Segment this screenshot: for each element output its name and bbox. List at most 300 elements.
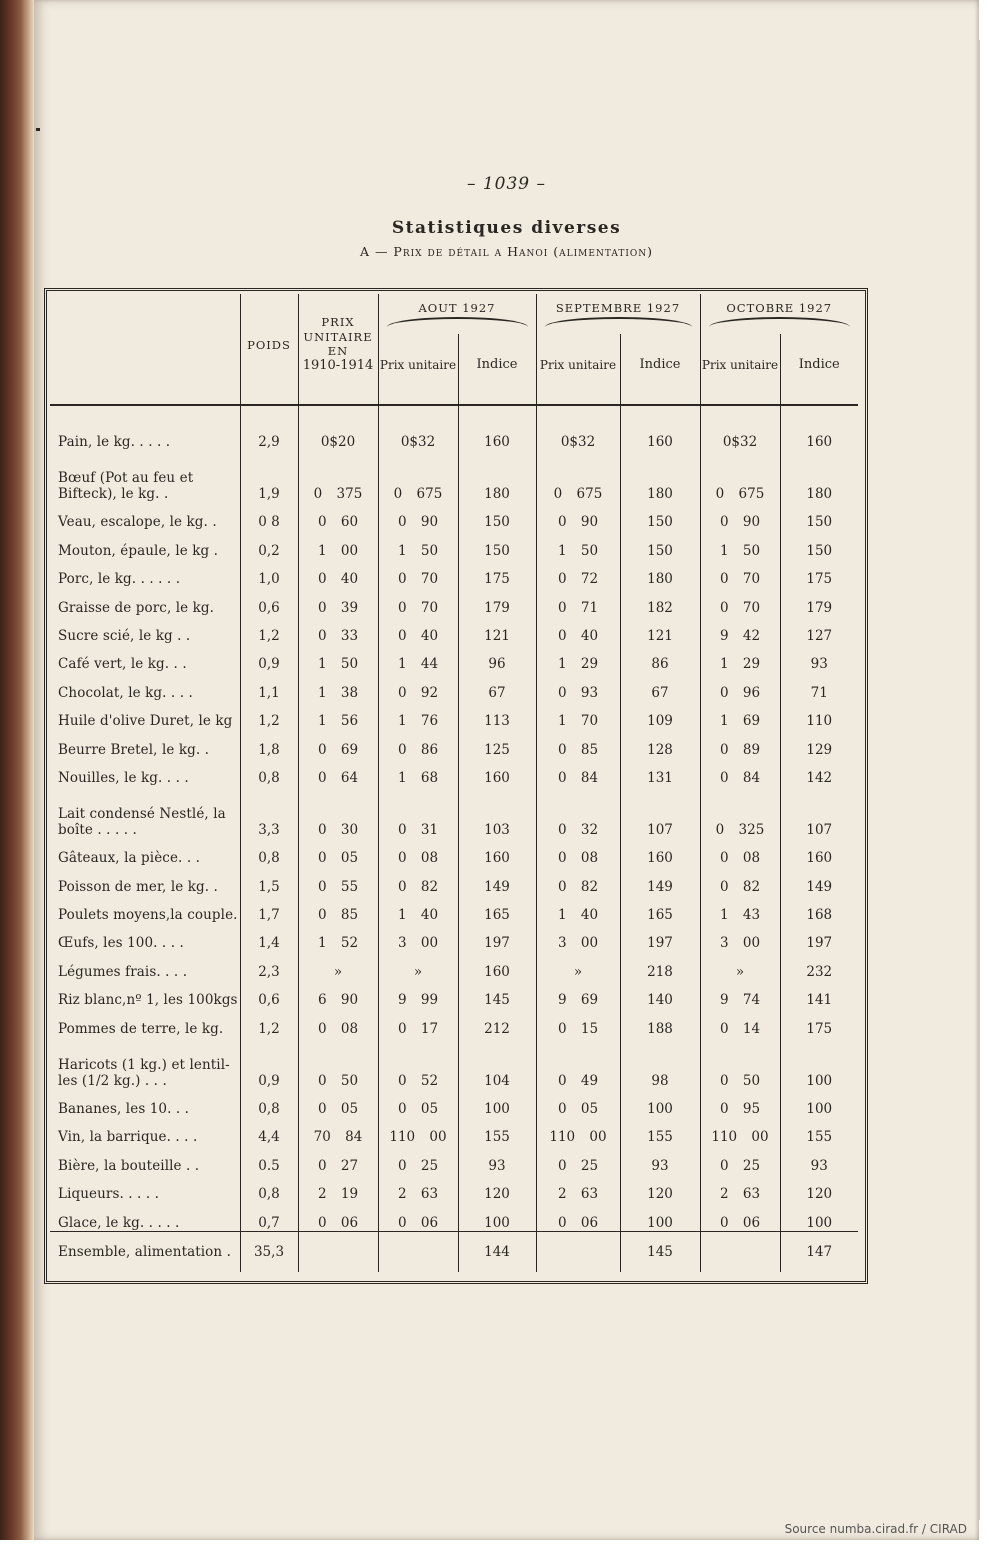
sept-indice-cell: 180	[620, 450, 700, 502]
aout-prix-cell: 0 06	[378, 1202, 458, 1231]
sept-prix-cell: 1 70	[536, 701, 620, 729]
oct-prix-cell: 0 325	[700, 786, 780, 838]
aout-prix-cell: 0 52	[378, 1037, 458, 1089]
header-group-aout-label: AOUT 1927	[418, 300, 496, 315]
poids-cell: 0 8	[240, 502, 298, 530]
aout-indice-cell: 165	[458, 895, 536, 923]
row-label: Légumes frais. . . .	[58, 963, 188, 980]
header-oct-indice: Indice	[780, 334, 858, 396]
aout-prix-cell: 1 76	[378, 701, 458, 729]
table-row	[50, 758, 858, 786]
oct-indice-cell: 110	[780, 701, 858, 729]
table-row	[50, 786, 858, 838]
table-row	[50, 616, 858, 644]
sept-indice-cell: 149	[620, 866, 700, 894]
header-aout-indice: Indice	[458, 334, 536, 396]
oct-indice-cell: 149	[780, 866, 858, 894]
sept-prix-cell: 0 08	[536, 838, 620, 866]
oct-indice-cell: 197	[780, 923, 858, 951]
margin-mark	[36, 128, 40, 131]
book-binding	[0, 0, 34, 1540]
aout-prix-cell: 0 70	[378, 559, 458, 587]
table-row	[50, 450, 858, 502]
poids-cell: 2,3	[240, 951, 298, 979]
base-price-cell: 0 55	[298, 866, 378, 894]
poids-cell: 0,8	[240, 1089, 298, 1117]
poids-cell: 0.5	[240, 1145, 298, 1173]
oct-indice-cell: 175	[780, 559, 858, 587]
oct-indice-cell: 150	[780, 502, 858, 530]
poids-cell: 0,2	[240, 530, 298, 558]
base-price-cell: 0 50	[298, 1037, 378, 1089]
aout-prix-cell: 0 86	[378, 729, 458, 757]
oct-indice-cell: 142	[780, 758, 858, 786]
poids-cell: 1,7	[240, 895, 298, 923]
sept-indice-cell: 121	[620, 616, 700, 644]
sept-prix-cell: 0$32	[536, 405, 620, 450]
page-number: – 1039 –	[466, 174, 547, 194]
sept-prix-cell: 0 90	[536, 502, 620, 530]
aout-indice-cell: 145	[458, 980, 536, 1008]
header-brace	[709, 317, 851, 327]
total-label: Ensemble, alimentation .	[50, 1231, 240, 1272]
aout-prix-cell: 3 00	[378, 923, 458, 951]
oct-indice-cell: 175	[780, 1008, 858, 1036]
aout-prix-cell: 0 17	[378, 1008, 458, 1036]
total-row	[50, 1231, 858, 1272]
header-sept-indice: Indice	[620, 334, 700, 396]
sept-prix-cell: »	[536, 951, 620, 979]
sept-prix-cell: 0 675	[536, 450, 620, 502]
header-rule	[50, 396, 858, 405]
oct-prix-cell: 1 29	[700, 644, 780, 672]
total-poids: 35,3	[240, 1231, 298, 1272]
sept-prix-cell: 1 29	[536, 644, 620, 672]
oct-indice-cell: 100	[780, 1089, 858, 1117]
sept-indice-cell: 100	[620, 1202, 700, 1231]
poids-cell: 1,2	[240, 1008, 298, 1036]
poids-cell: 1,2	[240, 616, 298, 644]
price-table	[50, 294, 858, 1272]
row-label: Mouton, épaule, le kg .	[58, 542, 219, 559]
page-title: Statistiques diverses	[391, 218, 622, 238]
table-row	[50, 672, 858, 700]
table-row	[50, 951, 858, 979]
base-price-cell: 1 50	[298, 644, 378, 672]
row-label: Liqueurs. . . . .	[58, 1186, 160, 1203]
sept-indice-cell: 131	[620, 758, 700, 786]
oct-indice-cell: 179	[780, 587, 858, 615]
sept-indice-cell: 100	[620, 1089, 700, 1117]
sept-prix-cell: 3 00	[536, 923, 620, 951]
oct-indice-cell: 127	[780, 616, 858, 644]
table-row	[50, 980, 858, 1008]
aout-prix-cell: 0 25	[378, 1145, 458, 1173]
empty-cell	[700, 1231, 780, 1272]
aout-indice-cell: 104	[458, 1037, 536, 1089]
oct-prix-cell: 3 00	[700, 923, 780, 951]
sept-prix-cell: 0 72	[536, 559, 620, 587]
aout-prix-cell: 0 40	[378, 616, 458, 644]
aout-prix-cell: 0 31	[378, 786, 458, 838]
base-price-cell: 0$20	[298, 405, 378, 450]
header-group-octobre	[700, 294, 858, 334]
page-subtitle: A — Prix de détail a Hanoi (alimentation)	[359, 244, 654, 259]
poids-cell: 4,4	[240, 1117, 298, 1145]
sept-prix-cell: 0 15	[536, 1008, 620, 1036]
oct-prix-cell: 0 06	[700, 1202, 780, 1231]
row-label: Gâteaux, la pièce. . .	[58, 850, 200, 867]
base-price-cell: 0 60	[298, 502, 378, 530]
aout-indice-cell: 179	[458, 587, 536, 615]
sept-prix-cell: 0 06	[536, 1202, 620, 1231]
oct-indice-cell: 150	[780, 530, 858, 558]
sept-prix-cell: 0 93	[536, 672, 620, 700]
base-price-cell: 0 40	[298, 559, 378, 587]
row-label: Bière, la bouteille . .	[58, 1157, 200, 1174]
table-row	[50, 405, 858, 450]
header-group-septembre	[536, 294, 700, 334]
sept-prix-cell: 0 71	[536, 587, 620, 615]
base-price-cell: 1 00	[298, 530, 378, 558]
poids-cell: 2,9	[240, 405, 298, 450]
total-sept-indice: 145	[620, 1231, 700, 1272]
oct-prix-cell: 1 69	[700, 701, 780, 729]
row-label: Œufs, les 100. . . .	[58, 935, 184, 952]
row-label: Chocolat, le kg. . . .	[58, 684, 193, 701]
sept-indice-cell: 86	[620, 644, 700, 672]
sept-prix-cell: 9 69	[536, 980, 620, 1008]
header-label-cell	[50, 294, 240, 396]
row-label: Nouilles, le kg. . . .	[58, 769, 189, 786]
sept-indice-cell: 150	[620, 530, 700, 558]
aout-indice-cell: 160	[458, 758, 536, 786]
source-watermark: Source numba.cirad.fr / CIRAD	[784, 1522, 967, 1536]
poids-cell: 0,8	[240, 758, 298, 786]
table-row	[50, 1037, 858, 1089]
base-price-cell: 0 05	[298, 838, 378, 866]
aout-indice-cell: 93	[458, 1145, 536, 1173]
document-page	[34, 0, 979, 1540]
header-oct-prix: Prix unitaire	[700, 334, 780, 396]
base-price-cell: 0 27	[298, 1145, 378, 1173]
aout-indice-cell: 121	[458, 616, 536, 644]
oct-prix-cell: 0 90	[700, 502, 780, 530]
aout-prix-cell: 0 675	[378, 450, 458, 502]
oct-indice-cell: 168	[780, 895, 858, 923]
sept-indice-cell: 188	[620, 1008, 700, 1036]
aout-indice-cell: 67	[458, 672, 536, 700]
oct-indice-cell: 180	[780, 450, 858, 502]
sept-indice-cell: 160	[620, 838, 700, 866]
aout-prix-cell: 0 08	[378, 838, 458, 866]
header-brace	[545, 317, 692, 327]
oct-indice-cell: 232	[780, 951, 858, 979]
table-row	[50, 1117, 858, 1145]
oct-indice-cell: 141	[780, 980, 858, 1008]
sept-prix-cell: 1 40	[536, 895, 620, 923]
aout-indice-cell: 103	[458, 786, 536, 838]
row-label	[50, 786, 240, 838]
row-label: Porc, le kg. . . . . .	[58, 571, 181, 588]
sept-indice-cell: 155	[620, 1117, 700, 1145]
header-brace	[387, 317, 528, 327]
aout-prix-cell: 1 68	[378, 758, 458, 786]
oct-prix-cell: 0 675	[700, 450, 780, 502]
table-row	[50, 1174, 858, 1202]
poids-cell: 3,3	[240, 786, 298, 838]
row-label: Poulets moyens,la couple.	[58, 907, 238, 924]
sept-indice-cell: 150	[620, 502, 700, 530]
row-label-line-1: Bœuf (Pot au feu et	[58, 470, 194, 486]
aout-prix-cell: 1 50	[378, 530, 458, 558]
oct-indice-cell: 100	[780, 1202, 858, 1231]
header-group-octobre-label: OCTOBRE 1927	[726, 300, 833, 315]
table-row	[50, 1202, 858, 1231]
header-rule-cell	[700, 396, 780, 405]
table-row	[50, 923, 858, 951]
row-label: Graisse de porc, le kg.	[58, 599, 215, 616]
aout-indice-cell: 180	[458, 450, 536, 502]
header-prix-line-2: UNITAIRE	[303, 329, 373, 344]
oct-prix-cell: 0 50	[700, 1037, 780, 1089]
aout-prix-cell: 0 92	[378, 672, 458, 700]
base-price-cell: 0 69	[298, 729, 378, 757]
oct-prix-cell: 0 70	[700, 587, 780, 615]
empty-cell	[536, 1231, 620, 1272]
aout-indice-cell: 212	[458, 1008, 536, 1036]
base-price-cell: 0 08	[298, 1008, 378, 1036]
oct-indice-cell: 107	[780, 786, 858, 838]
row-label: Vin, la barrique. . . .	[58, 1129, 198, 1146]
sept-prix-cell: 0 82	[536, 866, 620, 894]
aout-indice-cell: 150	[458, 502, 536, 530]
aout-prix-cell: 110 00	[378, 1117, 458, 1145]
aout-indice-cell: 120	[458, 1174, 536, 1202]
aout-indice-cell: 160	[458, 838, 536, 866]
aout-indice-cell: 96	[458, 644, 536, 672]
header-group-aout	[378, 294, 536, 334]
oct-indice-cell: 155	[780, 1117, 858, 1145]
header-poids: POIDS	[240, 294, 298, 396]
sept-indice-cell: 120	[620, 1174, 700, 1202]
aout-indice-cell: 100	[458, 1089, 536, 1117]
header-aout-prix: Prix unitaire	[378, 334, 458, 396]
aout-indice-cell: 155	[458, 1117, 536, 1145]
poids-cell: 1,4	[240, 923, 298, 951]
oct-prix-cell: 1 43	[700, 895, 780, 923]
sept-prix-cell: 0 40	[536, 616, 620, 644]
sept-indice-cell: 67	[620, 672, 700, 700]
aout-prix-cell: 0 70	[378, 587, 458, 615]
oct-indice-cell: 93	[780, 644, 858, 672]
header-prix-line-3: EN	[327, 344, 349, 359]
table-row	[50, 701, 858, 729]
row-label: Pain, le kg. . . . .	[58, 434, 171, 450]
poids-cell: 1,9	[240, 450, 298, 502]
table-row	[50, 838, 858, 866]
oct-indice-cell: 93	[780, 1145, 858, 1173]
oct-prix-cell: 0 89	[700, 729, 780, 757]
sept-indice-cell: 218	[620, 951, 700, 979]
row-label: Beurre Bretel, le kg. .	[58, 741, 210, 758]
row-label: Veau, escalope, le kg. .	[58, 514, 217, 531]
oct-prix-cell: 9 74	[700, 980, 780, 1008]
aout-prix-cell: 0 05	[378, 1089, 458, 1117]
sept-prix-cell: 0 49	[536, 1037, 620, 1089]
oct-prix-cell: 0 08	[700, 838, 780, 866]
base-price-cell: 2 19	[298, 1174, 378, 1202]
base-price-cell: 70 84	[298, 1117, 378, 1145]
row-label-line-2: Bifteck), le kg. .	[58, 486, 169, 502]
total-oct-indice: 147	[780, 1231, 858, 1272]
base-price-cell: 1 52	[298, 923, 378, 951]
poids-cell: 1,5	[240, 866, 298, 894]
oct-prix-cell: 1 50	[700, 530, 780, 558]
aout-indice-cell: 160	[458, 951, 536, 979]
oct-prix-cell: 0$32	[700, 405, 780, 450]
poids-cell: 0,9	[240, 644, 298, 672]
table-row	[50, 866, 858, 894]
aout-indice-cell: 150	[458, 530, 536, 558]
header-prix-line-4: 1910-1914	[302, 358, 374, 374]
oct-indice-cell: 129	[780, 729, 858, 757]
oct-indice-cell: 160	[780, 405, 858, 450]
sept-indice-cell: 165	[620, 895, 700, 923]
aout-indice-cell: 100	[458, 1202, 536, 1231]
oct-prix-cell: 110 00	[700, 1117, 780, 1145]
row-label	[50, 450, 240, 502]
empty-cell	[378, 1231, 458, 1272]
row-label: Poisson de mer, le kg. .	[58, 878, 218, 895]
poids-cell: 0,9	[240, 1037, 298, 1089]
aout-indice-cell: 175	[458, 559, 536, 587]
oct-prix-cell: 0 14	[700, 1008, 780, 1036]
table-row	[50, 1008, 858, 1036]
sept-indice-cell: 140	[620, 980, 700, 1008]
aout-indice-cell: 160	[458, 405, 536, 450]
row-label-line-1: Lait condensé Nestlé, la	[58, 805, 226, 822]
oct-prix-cell: 0 25	[700, 1145, 780, 1173]
table-row	[50, 502, 858, 530]
header-prix-unitaire-1910	[298, 294, 378, 396]
sept-indice-cell: 98	[620, 1037, 700, 1089]
sept-indice-cell: 109	[620, 701, 700, 729]
table-row	[50, 1089, 858, 1117]
sept-indice-cell: 197	[620, 923, 700, 951]
poids-cell: 0,6	[240, 587, 298, 615]
row-label: Glace, le kg. . . . .	[58, 1214, 180, 1231]
oct-prix-cell: »	[700, 951, 780, 979]
base-price-cell: 6 90	[298, 980, 378, 1008]
table-row	[50, 559, 858, 587]
base-price-cell: 0 06	[298, 1202, 378, 1231]
poids-cell: 1,8	[240, 729, 298, 757]
oct-prix-cell: 0 84	[700, 758, 780, 786]
base-price-cell: 0 375	[298, 450, 378, 502]
poids-cell: 1,0	[240, 559, 298, 587]
oct-indice-cell: 100	[780, 1037, 858, 1089]
header-rule-cell	[240, 396, 298, 405]
header-sept-prix: Prix unitaire	[536, 334, 620, 396]
poids-cell: 0,8	[240, 838, 298, 866]
sept-indice-cell: 180	[620, 559, 700, 587]
aout-prix-cell: 2 63	[378, 1174, 458, 1202]
oct-prix-cell: 0 96	[700, 672, 780, 700]
base-price-cell: 1 56	[298, 701, 378, 729]
oct-prix-cell: 0 95	[700, 1089, 780, 1117]
table-row	[50, 729, 858, 757]
sept-prix-cell: 0 25	[536, 1145, 620, 1173]
base-price-cell: 0 39	[298, 587, 378, 615]
header-prix-line-1: PRIX	[321, 315, 355, 330]
base-price-cell: 0 33	[298, 616, 378, 644]
aout-prix-cell: 1 44	[378, 644, 458, 672]
base-price-cell: 0 85	[298, 895, 378, 923]
base-price-cell: 1 38	[298, 672, 378, 700]
poids-cell: 0,8	[240, 1174, 298, 1202]
table-row	[50, 530, 858, 558]
poids-cell: 0,7	[240, 1202, 298, 1231]
sept-indice-cell: 182	[620, 587, 700, 615]
oct-prix-cell: 2 63	[700, 1174, 780, 1202]
empty-cell	[298, 1231, 378, 1272]
aout-indice-cell: 113	[458, 701, 536, 729]
row-label-line-1: Haricots (1 kg.) et lentil-	[58, 1056, 230, 1073]
table-row	[50, 895, 858, 923]
poids-cell: 0,6	[240, 980, 298, 1008]
header-rule-cell	[780, 396, 858, 405]
row-label: Huile d'olive Duret, le kg	[58, 713, 233, 730]
table-row	[50, 1145, 858, 1173]
aout-indice-cell: 197	[458, 923, 536, 951]
sept-prix-cell: 0 84	[536, 758, 620, 786]
row-label: Pommes de terre, le kg.	[58, 1020, 224, 1037]
table-row	[50, 587, 858, 615]
aout-prix-cell: »	[378, 951, 458, 979]
oct-indice-cell: 71	[780, 672, 858, 700]
oct-indice-cell: 160	[780, 838, 858, 866]
row-label: Sucre scié, le kg . .	[58, 627, 191, 644]
sept-prix-cell: 0 05	[536, 1089, 620, 1117]
sept-prix-cell: 110 00	[536, 1117, 620, 1145]
sept-indice-cell: 107	[620, 786, 700, 838]
oct-prix-cell: 9 42	[700, 616, 780, 644]
aout-prix-cell: 1 40	[378, 895, 458, 923]
aout-indice-cell: 125	[458, 729, 536, 757]
header-rule-cell	[50, 396, 240, 405]
oct-prix-cell: 0 70	[700, 559, 780, 587]
header-rule-cell	[620, 396, 700, 405]
sept-prix-cell: 2 63	[536, 1174, 620, 1202]
total-aout-indice: 144	[458, 1231, 536, 1272]
row-label	[50, 1037, 240, 1089]
base-price-cell: 0 64	[298, 758, 378, 786]
header-rule-cell	[298, 396, 378, 405]
aout-prix-cell: 0 90	[378, 502, 458, 530]
oct-prix-cell: 0 82	[700, 866, 780, 894]
sept-indice-cell: 160	[620, 405, 700, 450]
sept-indice-cell: 128	[620, 729, 700, 757]
header-rule-cell	[378, 396, 458, 405]
sept-prix-cell: 0 32	[536, 786, 620, 838]
sept-prix-cell: 0 85	[536, 729, 620, 757]
table-row	[50, 644, 858, 672]
aout-indice-cell: 149	[458, 866, 536, 894]
base-price-cell: 0 05	[298, 1089, 378, 1117]
aout-prix-cell: 9 99	[378, 980, 458, 1008]
sept-prix-cell: 1 50	[536, 530, 620, 558]
